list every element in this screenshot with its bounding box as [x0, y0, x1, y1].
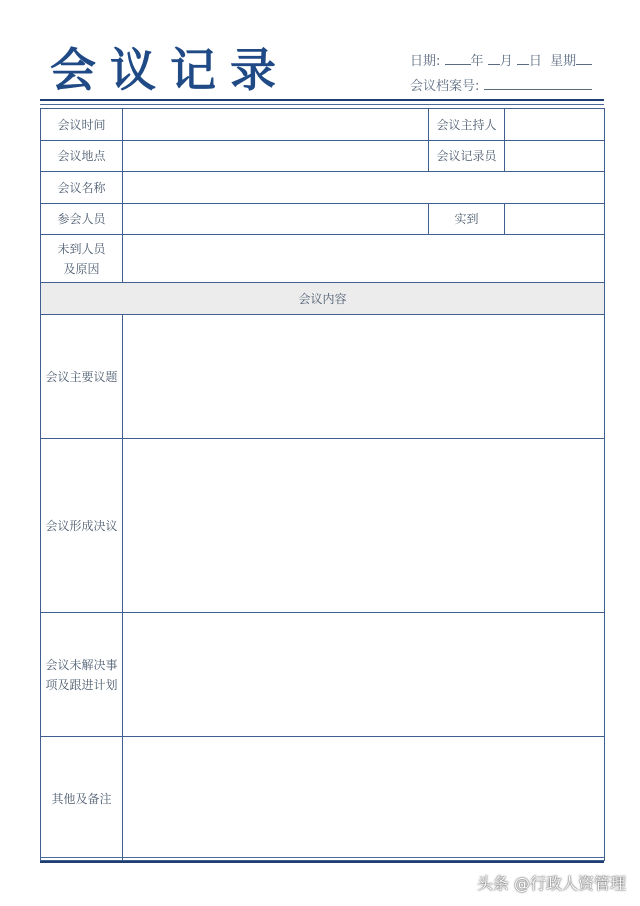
row-attendees: [41, 204, 605, 235]
day-blank[interactable]: [517, 53, 529, 65]
resolutions-field[interactable]: [123, 439, 605, 613]
day-label: 日: [528, 54, 542, 69]
year-blank[interactable]: [445, 53, 471, 65]
notes-label: 其他及备注: [41, 737, 123, 861]
month-label: 月: [499, 54, 513, 69]
year-label: 年: [470, 54, 484, 69]
row-time: [41, 109, 605, 141]
month-blank[interactable]: [488, 53, 500, 65]
pending-label-line1: 会议未解决事: [45, 657, 118, 672]
row-location: [41, 141, 605, 172]
attendees-label: 参会人员: [41, 204, 123, 235]
page-title: 会议记录: [50, 43, 290, 97]
pending-label: [41, 613, 123, 737]
topics-label: 会议主要议题: [41, 315, 123, 439]
footer-rule-thick: [40, 861, 604, 863]
weekday-blank[interactable]: [576, 53, 592, 65]
actual-field[interactable]: [505, 204, 605, 235]
row-absent: [41, 235, 605, 283]
header-rule-thick: [40, 99, 604, 101]
meeting-name-label: 会议名称: [41, 172, 123, 204]
date-label: 日期:: [410, 54, 441, 69]
meeting-time-field[interactable]: [123, 109, 429, 141]
meeting-time-label: 会议时间: [41, 109, 123, 141]
pending-label-line2: 项及跟进计划: [45, 677, 118, 692]
actual-label: 实到: [429, 204, 505, 235]
host-field[interactable]: [505, 109, 605, 141]
archive-blank[interactable]: [484, 78, 592, 90]
absent-field[interactable]: [123, 235, 605, 283]
absent-label-line1: 未到人员: [57, 241, 106, 256]
date-line: [410, 50, 592, 69]
absent-label: [41, 235, 123, 283]
footer-rule-thin: [40, 857, 604, 858]
host-label: 会议主持人: [429, 109, 505, 141]
pending-field[interactable]: [123, 613, 605, 737]
notes-field[interactable]: [123, 737, 605, 861]
watermark: 头条 @行政人资管理: [476, 874, 626, 893]
recorder-label: 会议记录员: [429, 141, 505, 172]
archive-label: 会议档案号:: [410, 79, 480, 94]
recorder-field[interactable]: [505, 141, 605, 172]
resolutions-label: 会议形成决议: [41, 439, 123, 613]
row-name: [41, 172, 605, 204]
row-pending: [41, 613, 605, 737]
archive-line: [410, 75, 592, 94]
section-header: 会议内容: [41, 283, 605, 315]
row-topics: [41, 315, 605, 439]
absent-label-line2: 及原因: [63, 261, 100, 276]
row-notes: [41, 737, 605, 861]
location-field[interactable]: [123, 141, 429, 172]
weekday-label: 星期: [550, 54, 577, 69]
topics-field[interactable]: [123, 315, 605, 439]
row-section: [41, 283, 605, 315]
attendees-field[interactable]: [123, 204, 429, 235]
meeting-record-form: [40, 108, 605, 861]
row-resolutions: [41, 439, 605, 613]
location-label: 会议地点: [41, 141, 123, 172]
meeting-name-field[interactable]: [123, 172, 605, 204]
header-rule-thin: [40, 104, 604, 105]
